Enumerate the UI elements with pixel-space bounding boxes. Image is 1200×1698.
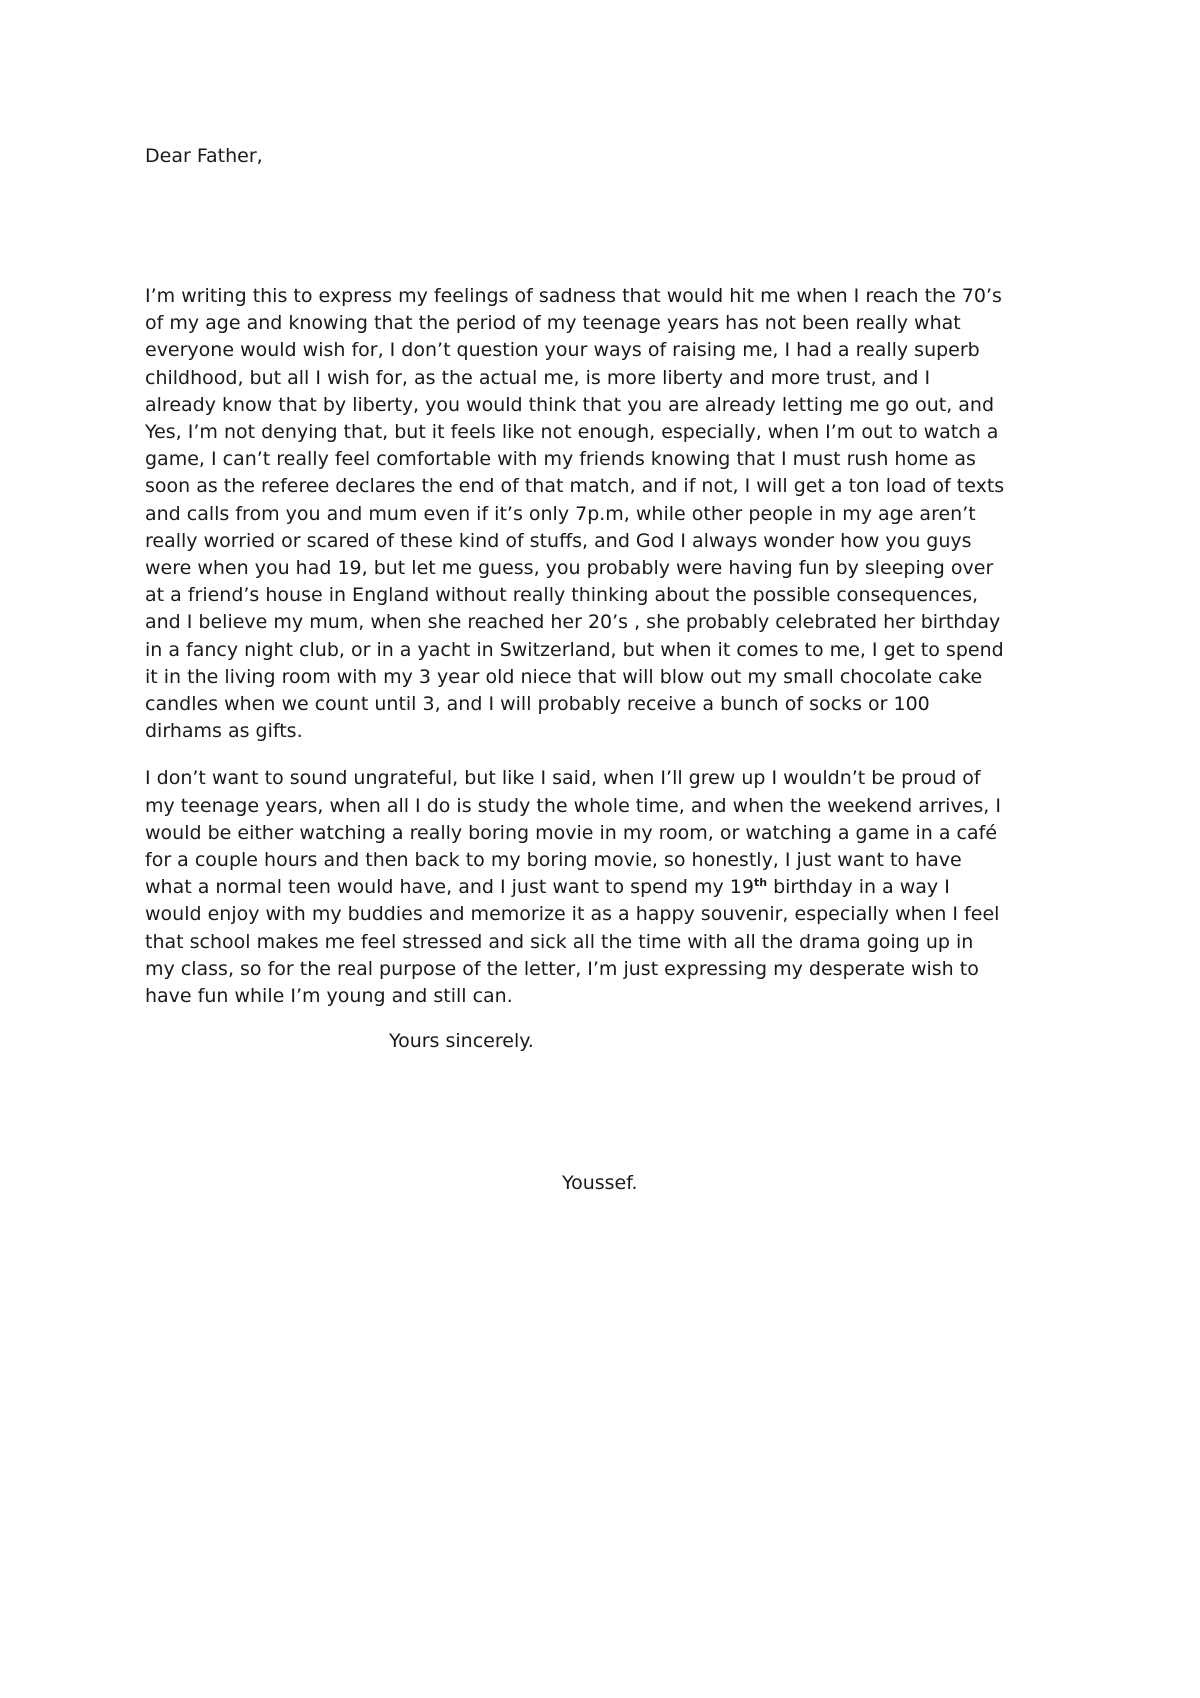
letter-closing: Yours sincerely. [389,1030,534,1052]
text-segment: birthday in a way I [767,876,950,899]
text-line: it in the living room with my 3 year old niece that will blow out my small chocolate cake [145,665,983,688]
text-line: my class, so for the real purpose of the letter, I’m just expressing my desperate wish to [145,957,979,980]
text-line: my teenage years, when all I do is study the whole time, and when the weekend arrives, I [145,794,1001,817]
text-line: and I believe my mum, when she reached her 20’s , she probably celebrated her birthday [145,611,1001,634]
text-line: Yes, I’m not denying that, but it feels like not enough, especially, when I’m out to watch a [145,421,999,444]
paragraph-1 [145,283,1065,745]
text-line: would be either watching a really boring movie in my room, or watching a game in a café [145,821,998,844]
text-line: at a friend’s house in England without really thinking about the possible consequences, [145,584,979,607]
text-line: candles when we count until 3, and I will probably receive a bunch of socks or 100 [145,693,930,716]
text-line: have fun while I’m young and still can. [145,985,513,1008]
text-line: really worried or scared of these kind of stuffs, and God I always wonder how you guys [145,529,972,552]
text-line-with-superscript [145,874,1065,901]
text-line: game, I can’t really feel comfortable with my friends knowing that I must rush home as [145,448,976,471]
text-line: of my age and knowing that the period of my teenage years has not been really what [145,312,961,335]
text-line: dirhams as gifts. [145,720,303,743]
text-segment: what a normal teen would have, and I just want to spend my 19 [145,876,754,899]
letter-signature: Youssef. [562,1172,638,1194]
text-line: I don’t want to sound ungrateful, but like I said, when I’ll grew up I wouldn’t be proud of [145,767,981,790]
text-line: that school makes me feel stressed and sick all the time with all the drama going up in [145,930,974,953]
paragraph-2 [145,765,1065,1010]
text-line: in a fancy night club, or in a yacht in Switzerland, but when it comes to me, I get to spend [145,638,1004,661]
text-line: childhood, but all I wish for, as the actual me, is more liberty and more trust, and I [145,366,931,389]
text-line: I’m writing this to express my feelings of sadness that would hit me when I reach the 70’s [145,285,1002,307]
text-line: and calls from you and mum even if it’s only 7p.m, while other people in my age aren’t [145,502,976,525]
letter-body [145,283,1065,1010]
text-line: for a couple hours and then back to my boring movie, so honestly, I just want to have [145,849,962,872]
letter-greeting: Dear Father, [145,145,263,167]
ordinal-superscript: th [753,876,768,890]
text-line: soon as the referee declares the end of that match, and if not, I will get a ton load of texts [145,475,1005,498]
text-line: were when you had 19, but let me guess, you probably were having fun by sleeping over [145,557,994,580]
text-line: already know that by liberty, you would think that you are already letting me go out, and [145,393,995,416]
text-line: would enjoy with my buddies and memorize it as a happy souvenir, especially when I feel [145,903,1000,926]
text-line: everyone would wish for, I don’t question your ways of raising me, I had a really superb [145,339,980,362]
